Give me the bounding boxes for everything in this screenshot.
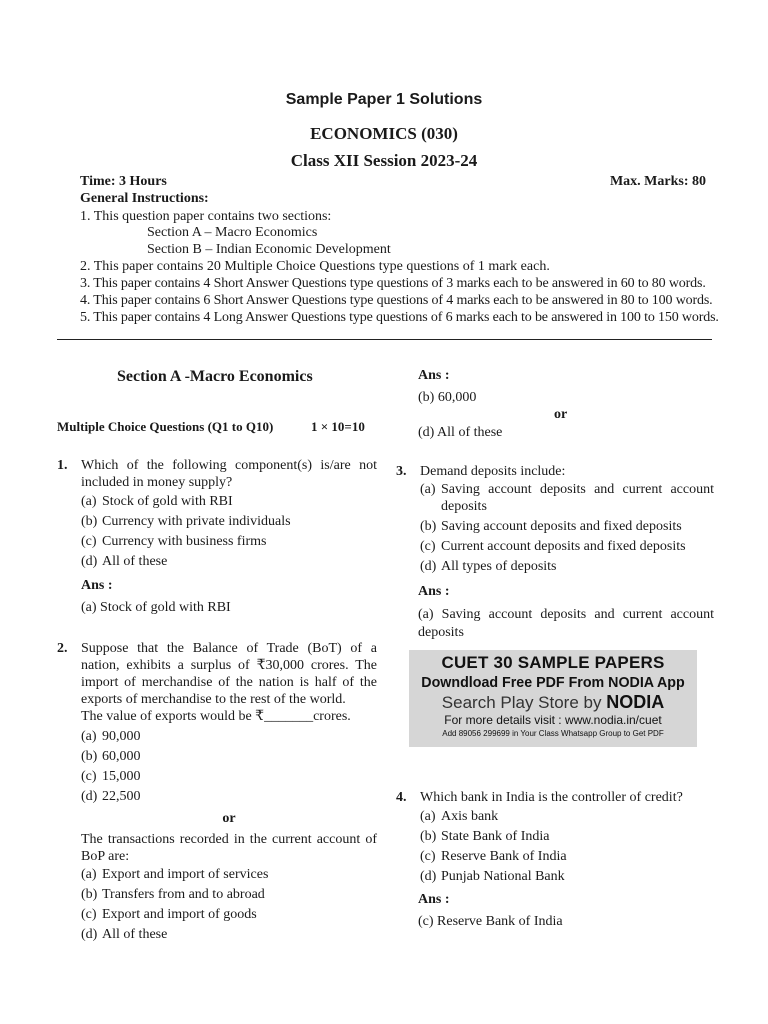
instruction-line: 1. This question paper contains two sections:: [80, 209, 332, 224]
paper-title: Sample Paper 1 Solutions: [285, 91, 483, 108]
question-number: 4.: [396, 790, 407, 805]
option-b: (b) State Bank of India: [420, 829, 550, 844]
time-label: Time: 3 Hours: [80, 174, 167, 189]
section-title: Section A -Macro Economics: [117, 368, 313, 385]
answer-text: (b) 60,000: [418, 390, 477, 405]
question-4: [396, 789, 714, 887]
option-a: (a) Axis bank: [420, 809, 499, 824]
mcq-heading-row: [57, 418, 377, 435]
answer-text: (a) Saving account deposits and current account deposits: [418, 607, 714, 640]
question-3: [396, 463, 714, 577]
option-b: (b) 60,000: [81, 749, 141, 764]
option-c: (c) Export and import of goods: [81, 907, 257, 922]
or-separator: or: [222, 811, 236, 826]
question-number: 1.: [57, 458, 68, 473]
subject-title: ECONOMICS (030): [310, 124, 458, 143]
answer-label: Ans :: [418, 368, 450, 383]
instruction-line: 4. This paper contains 6 Short Answer Questions type questions of 4 marks each to be answered in 80 to 100 words.: [80, 293, 713, 308]
time-line: [80, 173, 712, 191]
option-b: (b) Saving account deposits and fixed deposits: [420, 519, 682, 534]
option-d: (d) All types of deposits: [420, 559, 557, 574]
question-text: Which bank in India is the controller of credit?: [420, 790, 683, 805]
option-c: (c) Currency with business firms: [81, 534, 267, 549]
instructions-title: General Instructions:: [80, 191, 209, 206]
question-text: Suppose that the Balance of Trade (BoT) of a nation, exhibits a surplus of ₹30,000 crores. The import of merchandise of the nation is half of the exports of merchandise to the rest of the world.: [81, 641, 377, 707]
option-c: (c) 15,000: [81, 769, 141, 784]
promo-line-3: Search Play Store by NODIA: [441, 692, 665, 712]
option-a: (a) Export and import of services: [81, 867, 269, 882]
option-a: (a) Stock of gold with RBI: [81, 494, 233, 509]
question-number: 2.: [57, 641, 68, 656]
instruction-line: Section B – Indian Economic Development: [147, 242, 391, 257]
option-b: (b) Currency with private individuals: [81, 514, 291, 529]
max-marks-label: Max. Marks: 80: [609, 174, 706, 189]
header-divider: [57, 339, 712, 340]
promo-line-4: For more details visit : www.nodia.in/cuet: [444, 713, 662, 727]
answer-text: (a) Stock of gold with RBI: [81, 600, 231, 615]
session-title: Class XII Session 2023-24: [290, 151, 478, 170]
option-a: (a) 90,000: [81, 729, 141, 744]
promo-line-1: CUET 30 SAMPLE PAPERS: [441, 653, 665, 672]
option-c: (c) Current account deposits and fixed deposits: [420, 539, 686, 554]
promo-line-2: Downdload Free PDF From NODIA App: [421, 674, 685, 691]
option-d: (d) Punjab National Bank: [420, 869, 565, 884]
question-text: The value of exports would be ₹_______crores.: [81, 709, 351, 724]
answer-text: (c) Reserve Bank of India: [418, 914, 563, 929]
option-d: (d) All of these: [81, 927, 168, 942]
question-1: [57, 457, 377, 572]
answer-label: Ans :: [418, 584, 450, 599]
question-text: Which of the following component(s) is/are not included in money supply?: [81, 458, 377, 490]
instruction-line: 3. This paper contains 4 Short Answer Questions type questions of 3 marks each to be answered in 60 to 80 words.: [80, 276, 706, 291]
question-number: 3.: [396, 464, 407, 479]
promo-line-5: Add 89056 299699 in Your Class Whatsapp Group to Get PDF: [442, 729, 664, 738]
answer-text: (d) All of these: [418, 425, 503, 440]
option-c: (c) Reserve Bank of India: [420, 849, 567, 864]
option-a: (a) Saving account deposits and current account deposits: [420, 482, 714, 514]
mcq-heading: Multiple Choice Questions (Q1 to Q10): [57, 419, 274, 434]
instruction-line: 2. This paper contains 20 Multiple Choice Questions type questions of 1 mark each.: [80, 259, 550, 274]
promo-banner[interactable]: [409, 650, 697, 747]
instruction-line: Section A – Macro Economics: [147, 225, 318, 240]
question-text: The transactions recorded in the current account of BoP are:: [81, 832, 377, 864]
option-d: (d) All of these: [81, 554, 168, 569]
answer-label: Ans :: [418, 892, 450, 907]
answer-label: Ans :: [81, 578, 113, 593]
option-b: (b) Transfers from and to abroad: [81, 887, 265, 902]
or-separator: or: [554, 407, 568, 422]
option-d: (d) 22,500: [81, 789, 141, 804]
question-2: [57, 640, 377, 945]
instruction-line: 5. This paper contains 4 Long Answer Questions type questions of 6 marks each to be answered in 100 to 150 words.: [80, 310, 719, 325]
question-text: Demand deposits include:: [420, 464, 566, 479]
mcq-marks: 1 × 10=10: [311, 419, 365, 434]
